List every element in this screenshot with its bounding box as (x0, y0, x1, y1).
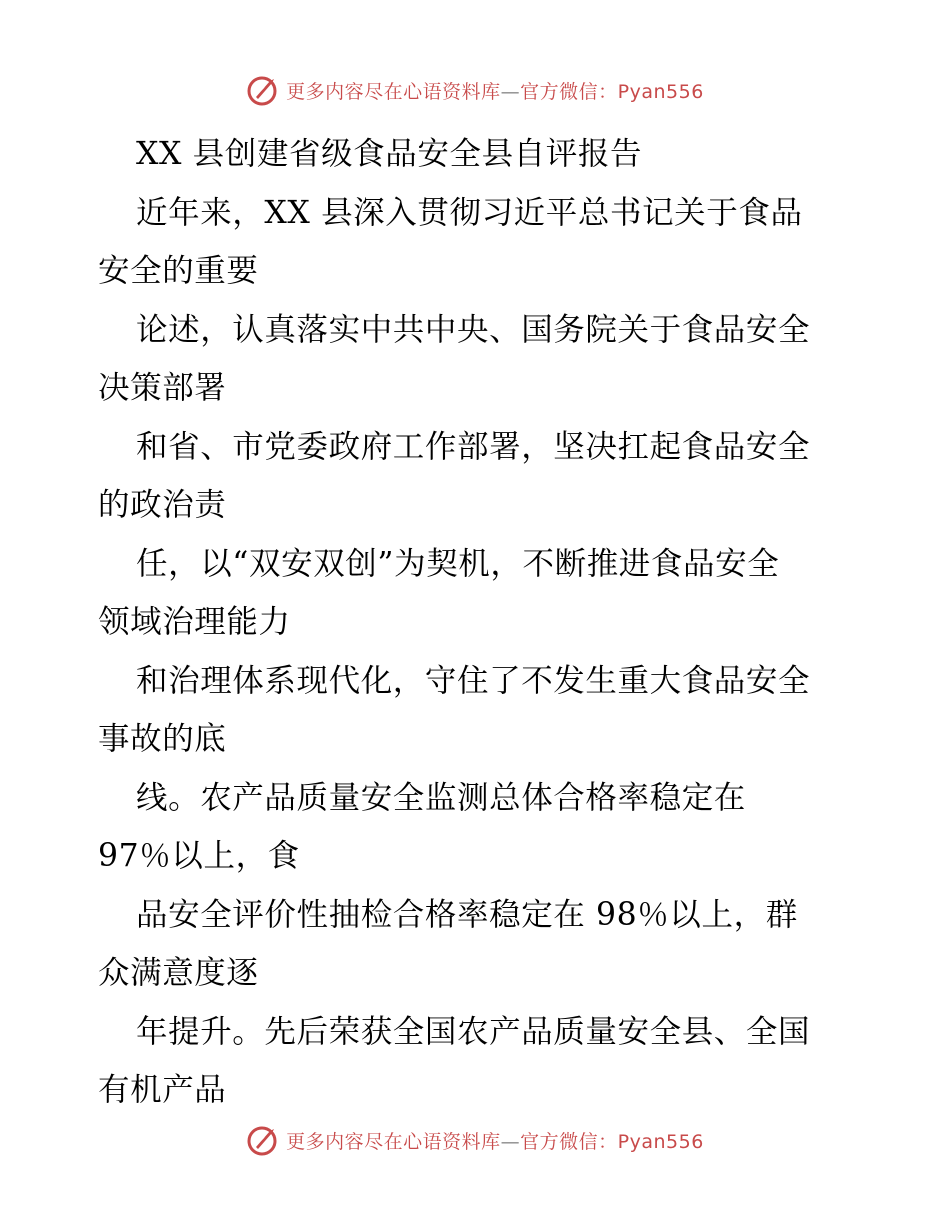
footer-watermark (0, 1120, 950, 1160)
header-watermark (0, 70, 950, 110)
watermark-brand: 更多内容尽在心语资料库 (286, 1130, 501, 1153)
text-line: 和省、市党委政府工作部署，坚决扛起食品安全 (136, 428, 811, 465)
text-line: 和治理体系现代化，守住了不发生重大食品安全 (136, 662, 811, 699)
text-line: 年提升。先后荣获全国农产品质量安全县、全国 (136, 1013, 811, 1050)
text-line: 97％以上，食 (98, 838, 300, 874)
document-body (98, 125, 858, 1120)
quill-logo-icon (246, 73, 280, 107)
text-line: 论述，认真落实中共中央、国务院关于食品安全 (136, 311, 811, 348)
text-line: 线。农产品质量安全监测总体合格率稳定在 (136, 779, 746, 816)
watermark-contact: 官方微信：Pyan556 (520, 80, 704, 103)
text-line: 近年来，XX 县深入贯彻习近平总书记关于食品 (136, 194, 803, 231)
text-line: 任，以“双安双创”为契机，不断推进食品安全 (136, 545, 780, 582)
text-line: 品安全评价性抽检合格率稳定在 98％以上，群 (136, 896, 798, 933)
watermark-brand: 更多内容尽在心语资料库 (286, 80, 501, 103)
watermark-contact: 官方微信：Pyan556 (520, 1130, 704, 1153)
text-line: 的政治责 (98, 487, 227, 523)
text-line: 事故的底 (98, 721, 227, 757)
watermark-dash: — (500, 1130, 521, 1153)
text-line: 领域治理能力 (98, 604, 291, 640)
quill-logo-icon (246, 1123, 280, 1157)
text-line: 决策部署 (98, 370, 227, 406)
document-title: XX 县创建省级食品安全县自评报告 (136, 136, 643, 172)
watermark-text (286, 77, 704, 104)
watermark-dash: — (500, 80, 521, 103)
watermark-text (286, 1127, 704, 1154)
text-line: 有机产品 (98, 1072, 227, 1108)
text-line: 众满意度逐 (98, 955, 259, 991)
text-line: 安全的重要 (98, 253, 259, 289)
